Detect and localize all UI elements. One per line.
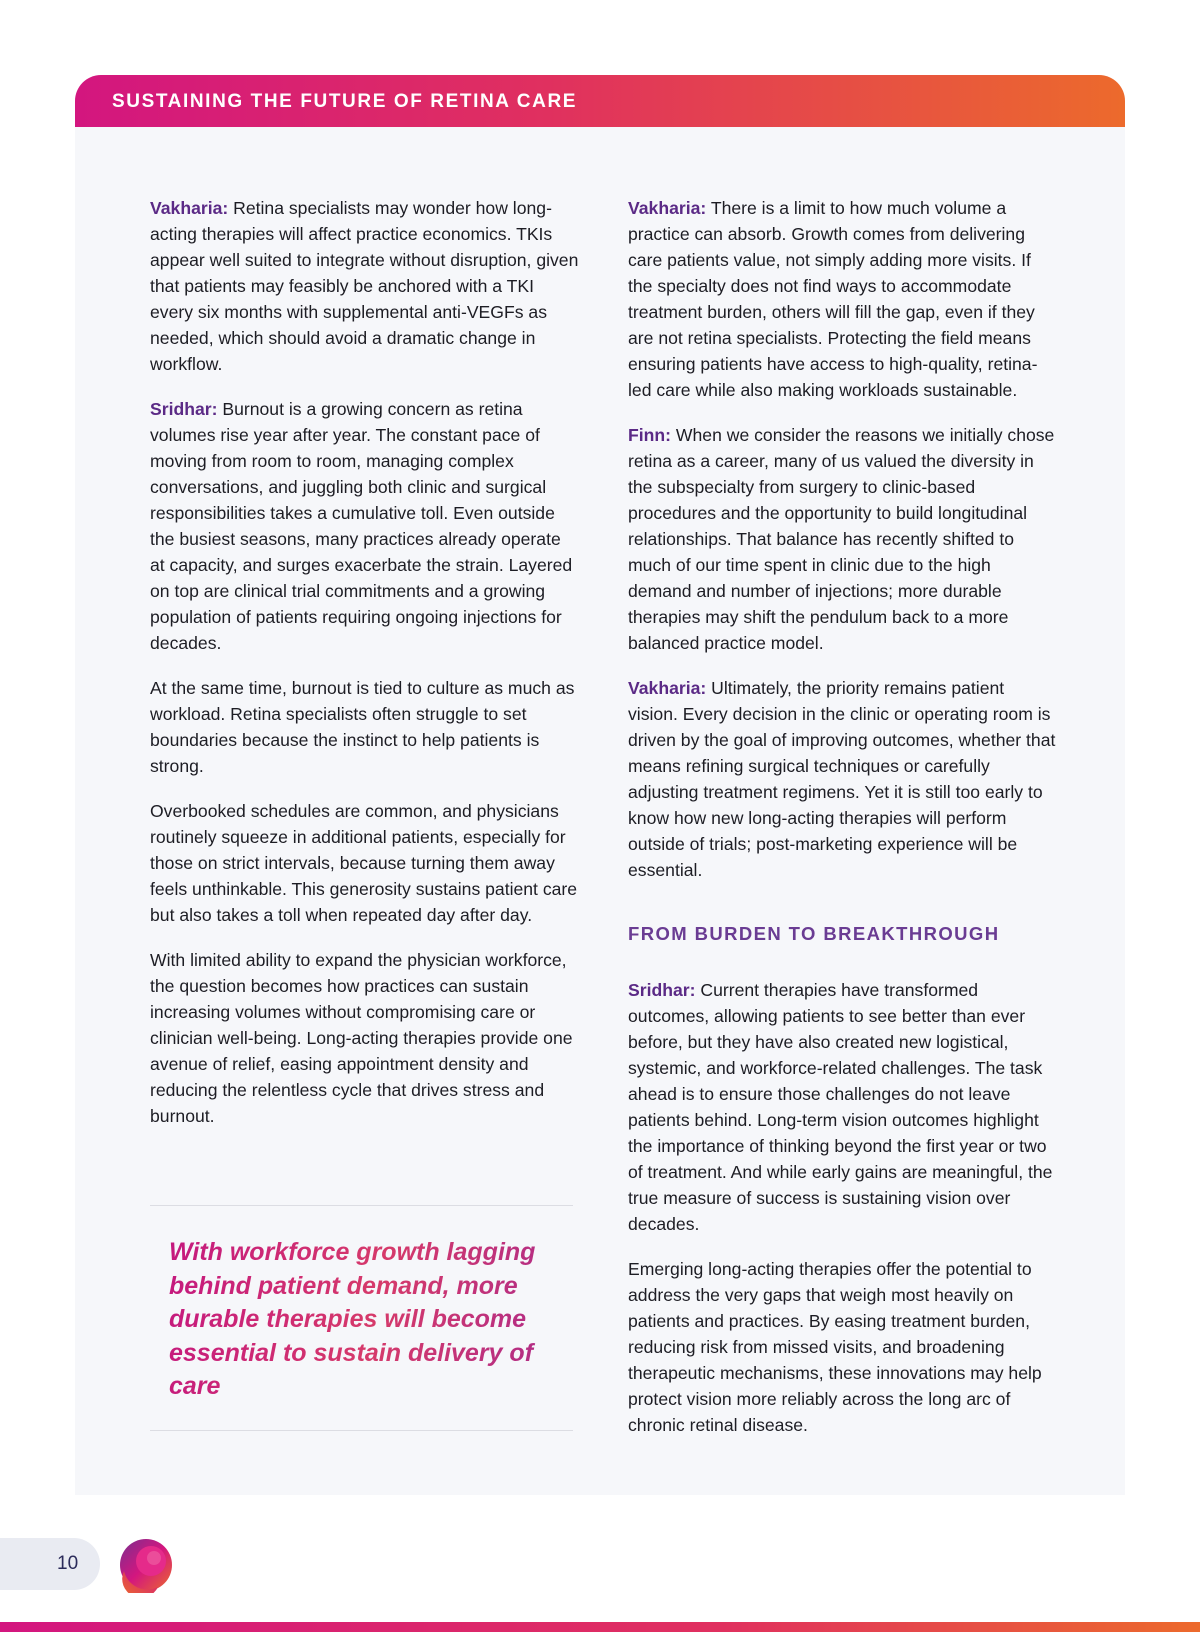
paragraph-text: At the same time, burnout is tied to culture as much as workload. Retina specialists often struggle to set boundaries because the instinct to help patients is strong.: [150, 678, 575, 776]
speaker-name: Vakharia:: [628, 678, 707, 698]
paragraph-text: Current therapies have transformed outcomes, allowing patients to see better than ever before, but they have also created new logistical, systemic, and workforce-related challenges. The task ahead is to ensure those challenges do not leave patients behind. Long-term vision outcomes highlight the importance of thinking beyond the first year or two of treatment. And while early gains are meaningful, the true measure of success is sustaining vision over decades.: [628, 980, 1053, 1234]
section-heading: FROM BURDEN TO BREAKTHROUGH: [628, 923, 1000, 944]
page-number-tab: [0, 1538, 100, 1590]
paragraph-text: Retina specialists may wonder how long-acting therapies will affect practice economics. TKIs appear well suited to integrate without disruption, given that patients may feasibly be anchored with a TKI every six months with supplemental anti-VEGFs as needed, which should avoid a dramatic change in workflow.: [150, 198, 579, 374]
speaker-name: Finn:: [628, 425, 671, 445]
paragraph-text: When we consider the reasons we initially chose retina as a career, many of us valued the diversity in the subspecialty from surgery to clinic-based procedures and the opportunity to build longitudinal relationships. That balance has recently shifted to much of our time spent in clinic due to the high demand and number of injections; more durable therapies may shift the pendulum back to a more balanced practice model.: [628, 425, 1055, 653]
paragraph: [628, 1256, 1058, 1438]
footer-gradient-bar: [0, 1622, 1200, 1632]
paragraph-text: Emerging long-acting therapies offer the potential to address the very gaps that weigh most heavily on patients and practices. By easing treatment burden, reducing risk from missed visits, and broadening therapeutic mechanisms, these innovations may help protect vision more reliably across the long arc of chronic retinal disease.: [628, 1259, 1042, 1435]
pull-quote-box: [150, 1205, 573, 1431]
paragraph: [628, 422, 1058, 656]
paragraph: [150, 396, 580, 656]
paragraph: [150, 947, 580, 1129]
paragraph: [628, 977, 1058, 1237]
speaker-name: Vakharia:: [628, 198, 707, 218]
pull-quote: With workforce growth lagging behind patient demand, more durable therapies will become essential to sustain delivery of care: [169, 1236, 539, 1404]
right-column: [628, 195, 1058, 1457]
paragraph-text: Overbooked schedules are common, and physicians routinely squeeze in additional patients, especially for those on strict intervals, because turning them away feels unthinkable. This generosity sustains patient care but also takes a toll when repeated day after day.: [150, 801, 578, 925]
paragraph: [150, 798, 580, 928]
speaker-name: Sridhar:: [150, 399, 218, 419]
left-column: [150, 195, 580, 1148]
page-number: 10: [57, 1553, 79, 1574]
paragraph-text: With limited ability to expand the physician workforce, the question becomes how practices can sustain increasing volumes without compromising care or clinician well-being. Long-acting therapies provide one avenue of relief, easing appointment density and reducing the relentless cycle that drives stress and burnout.: [150, 950, 573, 1126]
paragraph-text: Burnout is a growing concern as retina volumes rise year after year. The constant pace of moving from room to room, managing complex conversations, and juggling both clinic and surgical responsibilities takes a cumulative toll. Even outside the busiest seasons, many practices already operate at capacity, and surges exacerbate the strain. Layered on top are clinical trial commitments and a growing population of patients requiring ongoing injections for decades.: [150, 399, 573, 653]
header-title: SUSTAINING THE FUTURE OF RETINA CARE: [112, 91, 578, 112]
paragraph: [628, 675, 1058, 883]
brand-logo-icon: [118, 1537, 174, 1593]
paragraph-text: There is a limit to how much volume a practice can absorb. Growth comes from delivering care patients value, not simply adding more visits. If the specialty does not find ways to accommodate treatment burden, others will fill the gap, even if they are not retina specialists. Protecting the field means ensuring patients have access to high-quality, retina-led care while also making workloads sustainable.: [628, 198, 1038, 400]
paragraph: [628, 195, 1058, 403]
speaker-name: Sridhar:: [628, 980, 696, 1000]
paragraph-text: Ultimately, the priority remains patient vision. Every decision in the clinic or operating room is driven by the goal of improving outcomes, whether that means refining surgical techniques or carefully adjusting treatment regimens. Yet it is still too early to know how new long-acting therapies will perform outside of trials; post-marketing experience will be essential.: [628, 678, 1056, 880]
paragraph: [150, 675, 580, 779]
speaker-name: Vakharia:: [150, 198, 229, 218]
paragraph: [150, 195, 580, 377]
